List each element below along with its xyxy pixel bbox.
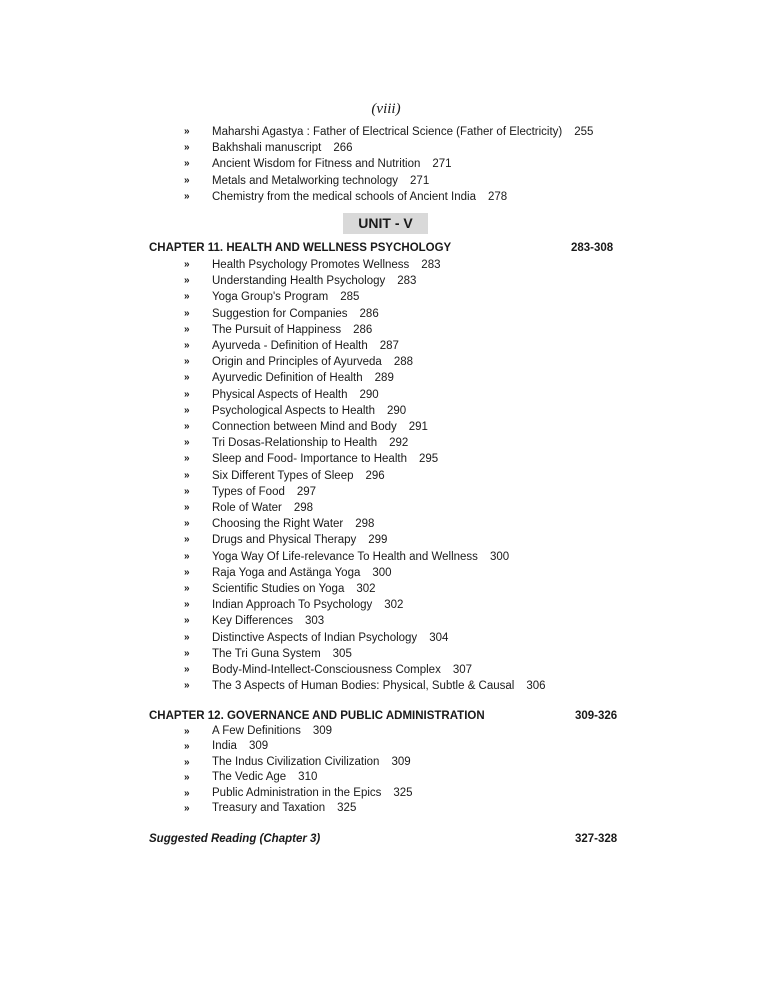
toc-entry-title: Origin and Principles of Ayurveda: [212, 356, 382, 369]
double-chevron-bullet-icon: »: [184, 388, 188, 400]
toc-entry-page: 309: [312, 725, 333, 737]
toc-entry-title: Chemistry from the medical schools of Ancient India: [212, 190, 476, 203]
toc-entry-page: 309: [391, 755, 411, 768]
toc-entry-title: Drugs and Physical Therapy: [212, 534, 357, 547]
toc-entry-page: 306: [526, 680, 546, 693]
toc-entry-page: 290: [387, 404, 407, 417]
double-chevron-bullet-icon: »: [184, 307, 188, 319]
double-chevron-bullet-icon: »: [184, 372, 188, 384]
chapter-11-page-range: 283-308: [571, 242, 614, 254]
toc-entry-title: Tri Dosas-Relationship to Health: [212, 437, 378, 450]
toc-entry-title: Yoga Group's Program: [212, 291, 329, 304]
double-chevron-bullet-icon: »: [184, 340, 188, 352]
toc-entry: [184, 565, 546, 581]
toc-entry-page: 283: [421, 259, 441, 271]
toc-entry: [184, 516, 546, 532]
toc-entry: [184, 500, 546, 516]
toc-entry-title: Choosing the Right Water: [212, 518, 344, 531]
toc-entry: [184, 484, 546, 500]
toc-entry-page: 310: [298, 771, 318, 784]
toc-entry-page: 271: [432, 158, 452, 171]
double-chevron-bullet-icon: »: [184, 453, 188, 465]
toc-entry-page: 286: [353, 323, 373, 336]
toc-entry: [184, 338, 546, 354]
double-chevron-bullet-icon: »: [184, 404, 188, 416]
toc-entry: [184, 532, 546, 548]
toc-entry: [184, 801, 413, 816]
toc-entry-title: Understanding Health Psychology: [212, 275, 386, 288]
toc-entry-page: 292: [389, 437, 409, 450]
toc-entry-title: Yoga Way Of Life-relevance To Health and Wellness: [212, 550, 478, 563]
toc-entry-title: Ayurvedic Definition of Health: [212, 372, 363, 385]
toc-entry: [184, 289, 546, 305]
toc-entry-page: 298: [293, 502, 314, 515]
toc-entry-title: Scientific Studies on Yoga: [212, 583, 345, 596]
toc-entry-page: 302: [356, 583, 376, 596]
toc-entry-title: Raja Yoga and Astänga Yoga: [212, 566, 361, 579]
page-number: (viii): [371, 101, 401, 117]
toc-entry: [184, 173, 593, 189]
toc-entry: [184, 306, 546, 322]
toc-entry-title: Physical Aspects of Health: [212, 388, 348, 401]
double-chevron-bullet-icon: »: [184, 518, 188, 530]
toc-entry: [184, 403, 546, 419]
toc-entry-page: 291: [408, 421, 428, 434]
toc-entry-page: 303: [304, 615, 325, 628]
toc-entry-page: 297: [296, 485, 317, 498]
double-chevron-bullet-icon: »: [184, 190, 188, 202]
chapter-11-title: CHAPTER 11. HEALTH AND WELLNESS PSYCHOLOGY: [149, 242, 452, 254]
toc-entry: [184, 189, 593, 205]
toc-entry-title: The Tri Guna System: [212, 647, 321, 660]
double-chevron-bullet-icon: »: [184, 803, 188, 815]
toc-entry-title: Public Administration in the Epics: [212, 786, 382, 799]
toc-entry-page: 304: [429, 631, 449, 644]
toc-entry: [184, 156, 593, 172]
toc-entry-title: The Vedic Age: [212, 771, 287, 784]
double-chevron-bullet-icon: »: [184, 772, 188, 784]
toc-entry: [184, 630, 546, 646]
double-chevron-bullet-icon: »: [184, 787, 188, 799]
toc-entry: [184, 755, 413, 770]
toc-entry: [184, 322, 546, 338]
toc-entry: [184, 724, 413, 739]
toc-entry-title: Connection between Mind and Body: [212, 421, 397, 434]
toc-entry: [184, 662, 546, 678]
toc-entry-title: India: [212, 740, 237, 753]
toc-entry: [184, 678, 546, 694]
toc-entry-page: 286: [359, 307, 379, 320]
toc-entry-title: Distinctive Aspects of Indian Psychology: [212, 631, 418, 644]
double-chevron-bullet-icon: »: [184, 664, 188, 676]
toc-entry-title: Body-Mind-Intellect-Consciousness Complex: [212, 664, 441, 677]
toc-entry-page: 305: [332, 647, 352, 660]
double-chevron-bullet-icon: »: [184, 469, 188, 481]
double-chevron-bullet-icon: »: [184, 502, 188, 514]
toc-entry-page: 325: [337, 802, 357, 815]
toc-entry-title: Health Psychology Promotes Wellness: [212, 259, 410, 271]
toc-entry: [184, 124, 593, 140]
double-chevron-bullet-icon: »: [184, 756, 188, 768]
double-chevron-bullet-icon: »: [184, 566, 188, 578]
suggested-reading-title: Suggested Reading (Chapter 3): [149, 833, 321, 845]
double-chevron-bullet-icon: »: [184, 741, 188, 753]
double-chevron-bullet-icon: »: [184, 615, 188, 627]
double-chevron-bullet-icon: »: [184, 291, 188, 303]
toc-entry-title: Indian Approach To Psychology: [212, 599, 373, 612]
double-chevron-bullet-icon: »: [184, 323, 188, 335]
double-chevron-bullet-icon: »: [184, 259, 188, 270]
toc-entry-page: 290: [359, 388, 379, 401]
toc-entry-page: 287: [379, 340, 399, 353]
toc-entry-title: Treasury and Taxation: [212, 802, 326, 815]
toc-entry: [184, 370, 546, 386]
double-chevron-bullet-icon: »: [184, 583, 188, 595]
double-chevron-bullet-icon: »: [184, 275, 188, 287]
double-chevron-bullet-icon: »: [184, 356, 188, 368]
toc-entry: [184, 739, 413, 754]
toc-entry-page: 307: [452, 664, 473, 677]
toc-entry-title: Bakhshali manuscript: [212, 142, 322, 155]
double-chevron-bullet-icon: »: [184, 158, 188, 170]
toc-entry-page: 283: [397, 275, 417, 288]
suggested-reading-page-range: 327-328: [575, 833, 618, 845]
toc-entry-page: 298: [355, 518, 375, 531]
toc-entry: [184, 786, 413, 801]
double-chevron-bullet-icon: »: [184, 534, 188, 546]
toc-entry-title: Maharshi Agastya : Father of Electrical Science (Father of Electricity): [212, 126, 563, 138]
toc-entry-page: 278: [487, 190, 508, 203]
double-chevron-bullet-icon: »: [184, 631, 188, 643]
toc-entry-page: 309: [248, 740, 269, 753]
toc-entry-page: 300: [372, 566, 392, 579]
toc-entry: [184, 273, 546, 289]
toc-entry-title: Ayurveda - Definition of Health: [212, 340, 368, 353]
double-chevron-bullet-icon: »: [184, 142, 188, 154]
toc-entry-title: Metals and Metalworking technology: [212, 174, 399, 187]
double-chevron-bullet-icon: »: [184, 726, 188, 737]
toc-entry: [184, 354, 546, 370]
double-chevron-bullet-icon: »: [184, 647, 188, 659]
toc-entry-page: 288: [393, 356, 414, 369]
toc-entry-page: 295: [418, 453, 439, 466]
double-chevron-bullet-icon: »: [184, 550, 188, 562]
double-chevron-bullet-icon: »: [184, 421, 188, 433]
toc-entry-page: 266: [333, 142, 353, 155]
toc-entry-title: Six Different Types of Sleep: [212, 469, 354, 482]
toc-entry: [184, 613, 546, 629]
toc-entry-page: 300: [489, 550, 510, 563]
chapter-12-page-range: 309-326: [575, 710, 618, 722]
chapter-12-list: [184, 724, 413, 816]
toc-entry: [184, 597, 546, 613]
toc-entry-title: A Few Definitions: [212, 725, 301, 737]
double-chevron-bullet-icon: »: [184, 680, 188, 692]
toc-entry-title: Psychological Aspects to Health: [212, 404, 376, 417]
toc-entry-title: The Pursuit of Happiness: [212, 323, 342, 336]
intro-list: [184, 124, 593, 205]
toc-entry-title: Suggestion for Companies: [212, 307, 348, 320]
toc-entry-page: 325: [393, 786, 413, 799]
toc-entry: [184, 549, 546, 565]
double-chevron-bullet-icon: »: [184, 485, 188, 497]
unit-banner: UNIT - V: [343, 213, 428, 234]
double-chevron-bullet-icon: »: [184, 437, 188, 449]
toc-entry-title: Sleep and Food- Importance to Health: [212, 453, 407, 466]
toc-entry-title: The Indus Civilization Civilization: [212, 755, 380, 768]
toc-entry-title: Types of Food: [212, 485, 285, 498]
toc-entry-page: 302: [384, 599, 404, 612]
toc-entry-page: 271: [410, 174, 430, 187]
toc-entry: [184, 646, 546, 662]
toc-entry-page: 296: [365, 469, 385, 482]
toc-entry: [184, 257, 546, 273]
chapter-11-list: [184, 257, 546, 694]
double-chevron-bullet-icon: »: [184, 174, 188, 186]
toc-entry-page: 289: [374, 372, 394, 385]
chapter-12-title: CHAPTER 12. GOVERNANCE AND PUBLIC ADMINISTRATION: [149, 710, 485, 722]
toc-entry: [184, 140, 593, 156]
toc-entry: [184, 770, 413, 785]
double-chevron-bullet-icon: »: [184, 126, 188, 137]
toc-entry-page: 255: [574, 126, 594, 138]
toc-entry: [184, 581, 546, 597]
toc-entry: [184, 451, 546, 467]
toc-entry: [184, 468, 546, 484]
toc-entry: [184, 419, 546, 435]
toc-entry-title: The 3 Aspects of Human Bodies: Physical, Subtle & Causal: [212, 680, 515, 693]
toc-entry: [184, 387, 546, 403]
toc-entry-title: Ancient Wisdom for Fitness and Nutrition: [212, 158, 421, 171]
toc-entry-page: 299: [368, 534, 388, 547]
toc-entry-title: Role of Water: [212, 502, 282, 515]
toc-entry-page: 285: [340, 291, 360, 304]
double-chevron-bullet-icon: »: [184, 599, 188, 611]
toc-entry: [184, 435, 546, 451]
toc-entry-title: Key Differences: [212, 615, 293, 628]
